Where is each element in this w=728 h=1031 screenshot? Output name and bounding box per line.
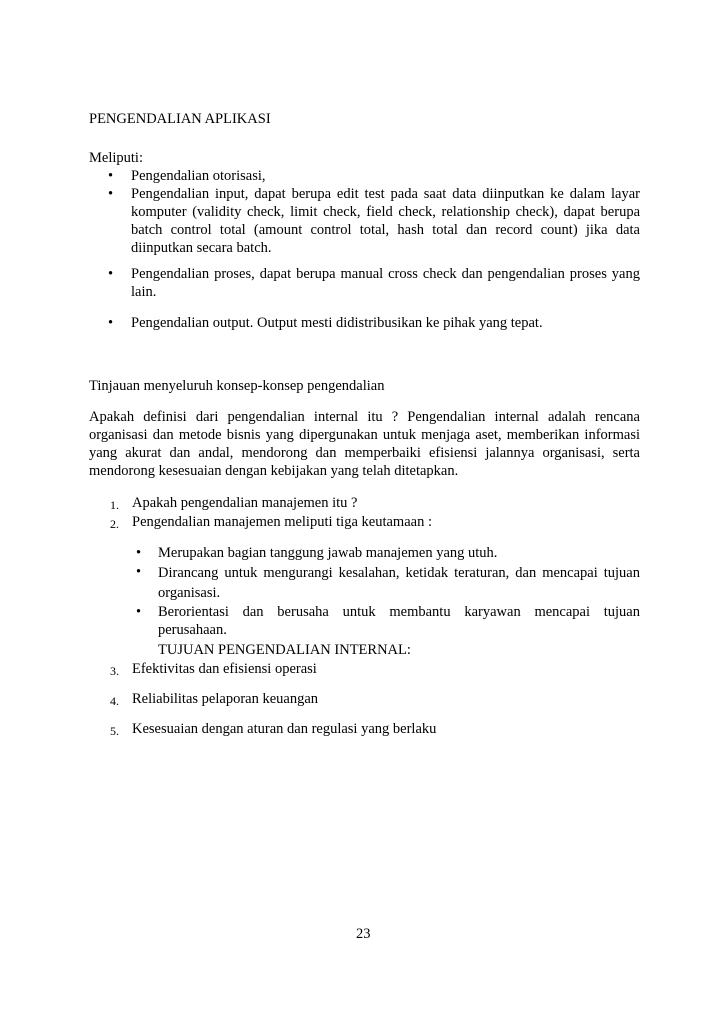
list-item: Efektivitas dan efisiensi operasi: [132, 661, 317, 677]
list-number: 2.: [110, 517, 119, 531]
list-item: Berorientasi dan berusaha untuk membantu karyawan mencapai tujuan perusahaan.: [158, 604, 640, 638]
list-item: Pengendalian otorisasi,: [131, 168, 266, 184]
bullet-marker: •: [136, 545, 142, 561]
list-number: 1.: [110, 498, 119, 512]
list-item: Pengendalian proses, dapat berupa manual cross check dan pengendalian proses yang lain.: [131, 266, 640, 300]
bullet-marker: •: [108, 266, 114, 282]
list-item: Kesesuaian dengan aturan dan regulasi yang berlaku: [132, 721, 437, 737]
bullet-marker: •: [108, 186, 114, 202]
list-item: Dirancang untuk mengurangi kesalahan, ketidak teraturan, dan mencapai tujuan organisasi.: [158, 565, 640, 601]
list-item: Reliabilitas pelaporan keuangan: [132, 691, 319, 707]
bullet-marker: •: [108, 168, 114, 184]
section-title-tinjauan: Tinjauan menyeluruh konsep-konsep pengendalian: [89, 378, 385, 394]
meliputi-label: Meliputi:: [89, 150, 143, 166]
page-number: 23: [356, 926, 371, 942]
bullet-marker: •: [108, 315, 114, 331]
list-item: Apakah pengendalian manajemen itu ?: [132, 495, 358, 511]
bullet-marker: •: [136, 604, 142, 620]
list-item: Merupakan bagian tanggung jawab manajemen yang utuh.: [158, 545, 498, 561]
paragraph-definisi: Apakah definisi dari pengendalian internal itu ? Pengendalian internal adalah rencana organisasi dan metode bisnis yang dipergunakan untuk menjaga aset, memberikan informasi yang akurat dan andal, mendorong dan memperbaiki efisiensi jalannya organisasi, serta mendorong kesesuaian dengan kebijakan yang telah ditetapkan.: [89, 409, 640, 479]
subheading-tujuan: TUJUAN PENGENDALIAN INTERNAL:: [158, 642, 411, 658]
list-item: Pengendalian manajemen meliputi tiga keutamaan :: [132, 514, 432, 530]
list-item: Pengendalian input, dapat berupa edit test pada saat data diinputkan ke dalam layar komputer (validity check, limit check, field check, relationship check), dapat berupa batch control total (amount control total, hash total dan record count) jika data diinputkan secara batch.: [131, 186, 640, 256]
section-title-pengendalian-aplikasi: PENGENDALIAN APLIKASI: [89, 111, 271, 127]
bullet-marker: •: [136, 564, 142, 580]
list-number: 5.: [110, 724, 119, 738]
list-number: 3.: [110, 664, 119, 678]
list-item: Pengendalian output. Output mesti didistribusikan ke pihak yang tepat.: [131, 315, 543, 331]
list-number: 4.: [110, 694, 119, 708]
